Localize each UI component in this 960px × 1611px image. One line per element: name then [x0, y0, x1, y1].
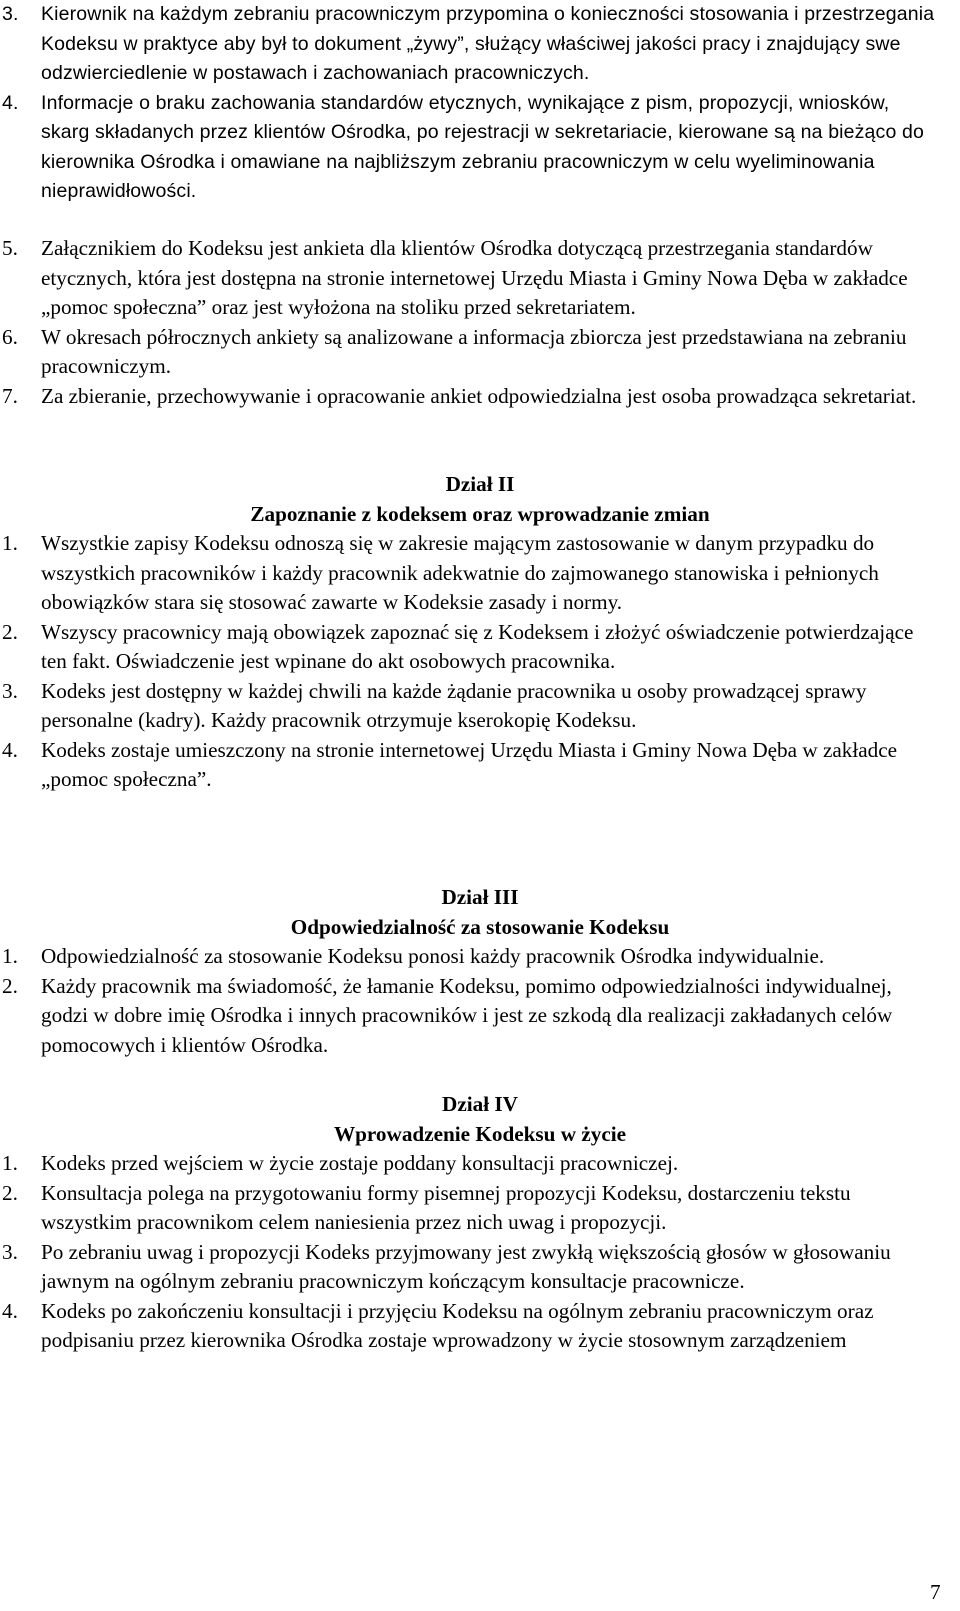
item-number: 1. [2, 944, 18, 968]
list-item [0, 618, 939, 677]
item-text: Każdy pracownik ma świadomość, że łamanie Kodeksu, pomimo odpowiedzialności indywidualnej, godzi w dobre imię Ośrodka i innych pracowników i jest ze szkodą dla realizacji zakładanych celów pomocowych i klientów Ośrodka. [41, 973, 893, 1057]
list-item [0, 1179, 939, 1238]
item-number: 3. [2, 1239, 18, 1264]
item-text: Informacje o braku zachowania standardów etycznych, wynikające z pism, propozycji, wniosków, skarg składanych przez klientów Ośrodka, po rejestracji w sekretariacie, kierowane są na bieżąco do kierownika Ośrodka i omawiane na najbliższym zebraniu pracowniczym w celu wyeliminowania nieprawidłowości. [41, 91, 925, 202]
section-title: Wprowadzenie Kodeksu w życie [333, 1121, 627, 1146]
list-item [0, 382, 939, 412]
item-number: 4. [2, 91, 19, 114]
item-text: Konsultacja polega na przygotowaniu formy pisemnej propozycji Kodeksu, dostarczeniu tekstu wszystkim pracownikom celem naniesienia przez nich uwag i propozycji. [41, 1180, 851, 1234]
list-item [0, 1297, 939, 1356]
section-dzial-4 [0, 1090, 960, 1356]
section-dzial-2 [0, 470, 960, 795]
section-dzial-3 [0, 883, 960, 1060]
list-item [0, 89, 939, 207]
list-item [0, 529, 939, 618]
item-number: 2. [2, 1180, 18, 1205]
list-item [0, 1149, 939, 1179]
item-number: 1. [2, 531, 18, 555]
list-item [0, 323, 939, 382]
list-item [0, 234, 939, 323]
item-number: 2. [2, 619, 18, 644]
item-number: 3. [2, 678, 18, 703]
list-item [0, 0, 939, 89]
item-text: W okresach półrocznych ankiety są analizowane a informacja zbiorcza jest przedstawiana na zebraniu pracowniczym. [41, 324, 907, 378]
item-text: Kodeks przed wejściem w życie zostaje poddany konsultacji pracowniczej. [41, 1151, 679, 1175]
item-text: Wszyscy pracownicy mają obowiązek zapoznać się z Kodeksem i złożyć oświadczenie potwierdzające ten fakt. Oświadczenie jest wpinane do akt osobowych pracownika. [41, 619, 914, 673]
item-number: 4. [2, 737, 18, 762]
intro-items [0, 0, 960, 207]
section-title: Odpowiedzialność za stosowanie Kodeksu [290, 914, 670, 939]
item-number: 5. [2, 236, 18, 260]
section-title: Zapoznanie z kodeksem oraz wprowadzanie zmian [250, 501, 710, 526]
item-text: Po zebraniu uwag i propozycji Kodeks przyjmowany jest zwykłą większością głosów w głosowaniu jawnym na ogólnym zebraniu pracowniczym kończącym konsultacje pracownicze. [41, 1239, 891, 1293]
item-text: Odpowiedzialność za stosowanie Kodeksu ponosi każdy pracownik Ośrodka indywidualnie. [41, 944, 825, 968]
item-number: 3. [2, 3, 19, 25]
item-number: 4. [2, 1298, 18, 1323]
item-text: Kodeks jest dostępny w każdej chwili na każde żądanie pracownika u osoby prowadzącej sprawy personalne (kadry). Każdy pracownik otrzymuje kserokopię Kodeksu. [41, 678, 867, 732]
page-number: 7 [930, 1580, 941, 1604]
section-heading: Dział III [441, 885, 519, 909]
item-text: Kodeks zostaje umieszczony na stronie internetowej Urzędu Miasta i Gminy Nowa Dęba w zakładce „pomoc społeczna”. [41, 737, 898, 791]
item-text: Załącznikiem do Kodeksu jest ankieta dla klientów Ośrodka dotyczącą przestrzegania standardów etycznych, która jest dostępna na stronie internetowej Urzędu Miasta i Gminy Nowa Dęba w zakładce „pomoc społeczna” oraz jest wyłożona na stoliku przed sekretariatem. [41, 236, 908, 319]
item-text: Kierownik na każdym zebraniu pracowniczym przypomina o konieczności stosowania i przestrzegania Kodeksu w praktyce aby był to dokument „żywy”, służący właściwej jakości pracy i znajdujący swe odzwierciedlenie w postawach i zachowaniach pracowniczych. [41, 3, 935, 84]
item-text: Za zbieranie, przechowywanie i opracowanie ankiet odpowiedzialna jest osoba prowadząca sekretariat. [41, 383, 917, 408]
item-number: 1. [2, 1151, 18, 1175]
list-item [0, 972, 939, 1061]
item-number: 6. [2, 324, 18, 349]
list-item [0, 1238, 939, 1297]
item-text: Wszystkie zapisy Kodeksu odnoszą się w zakresie mającym zastosowanie w danym przypadku do wszystkich pracowników i każdy pracownik adekwatnie do zajmowanego stanowiska i pełnionych obowiązków stara się stosować zawarte w Kodeksie zasady i normy. [41, 531, 879, 614]
item-text: Kodeks po zakończeniu konsultacji i przyjęciu Kodeksu na ogólnym zebraniu pracowniczym oraz podpisaniu przez kierownika Ośrodka zostaje wprowadzony w życie stosownym zarządzeniem [41, 1298, 874, 1352]
list-item [0, 677, 939, 736]
section-heading: Dział IV [442, 1092, 518, 1116]
section-heading: Dział II [445, 472, 515, 496]
list-item [0, 736, 939, 795]
list-item [0, 942, 939, 972]
serif-items [0, 234, 960, 411]
item-number: 7. [2, 383, 18, 408]
item-number: 2. [2, 973, 18, 998]
